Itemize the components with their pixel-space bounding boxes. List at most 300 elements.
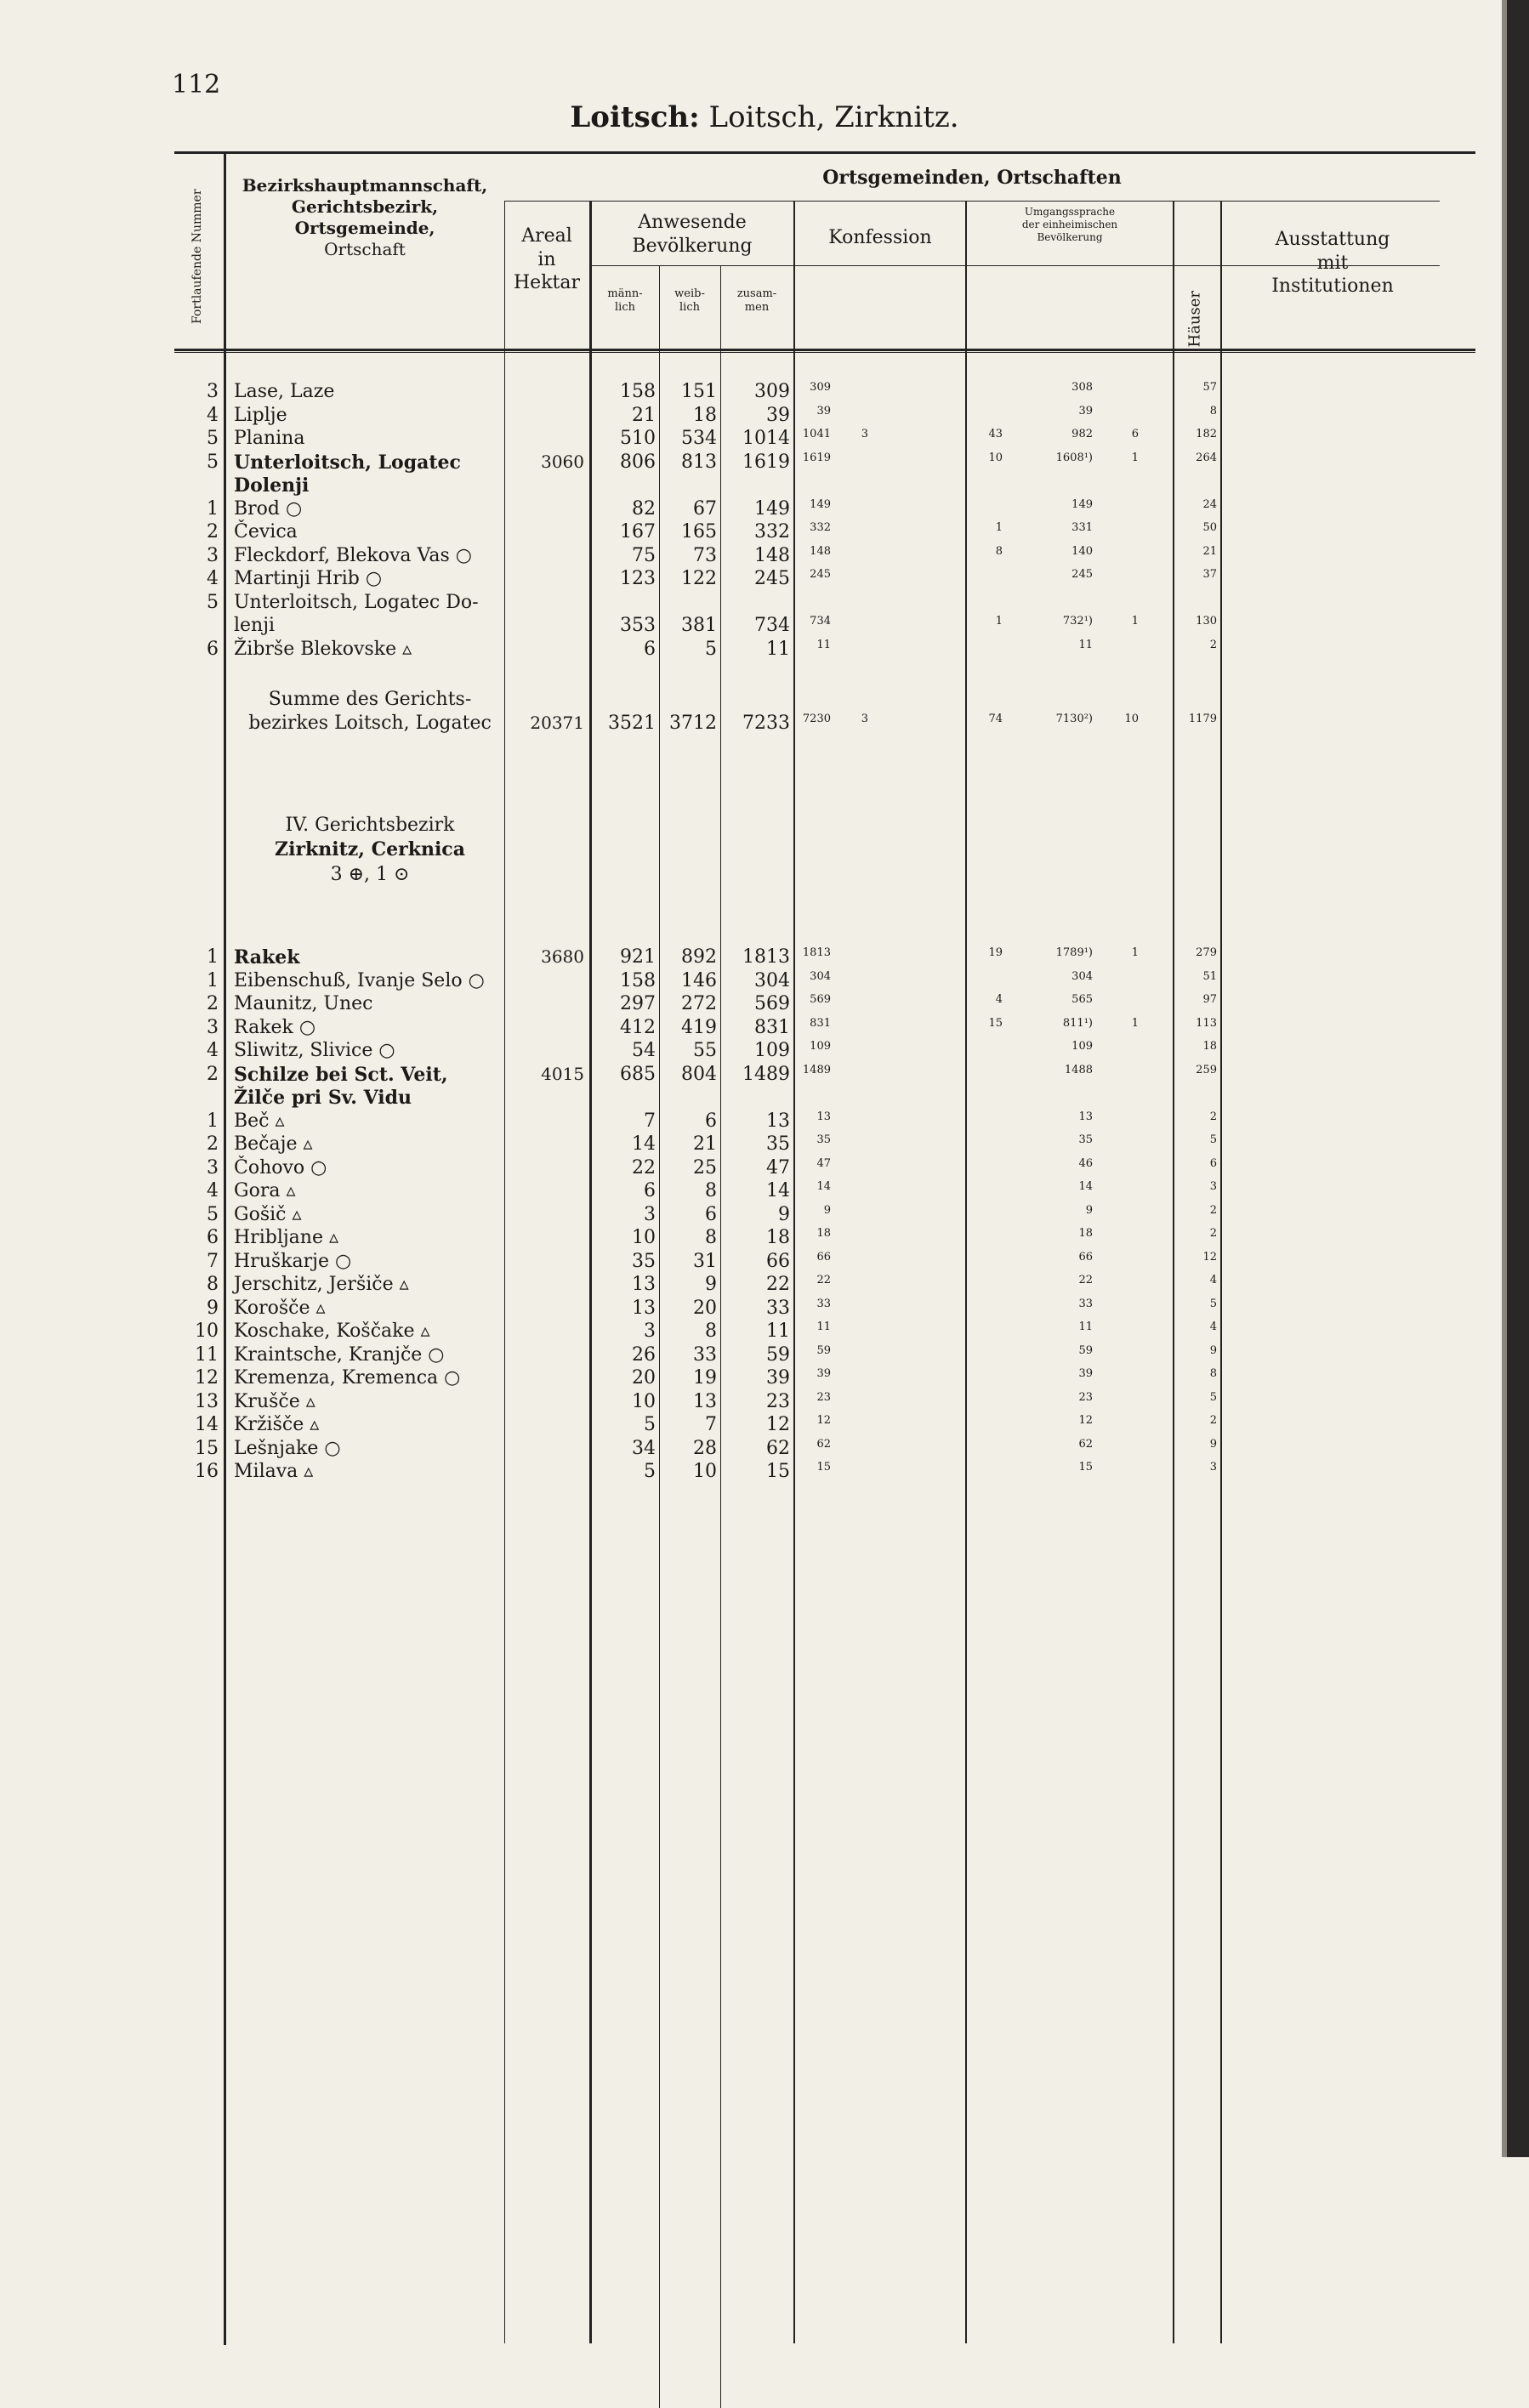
cell-name: Beč ▵ xyxy=(234,1110,285,1132)
cell-m: 412 xyxy=(620,1016,656,1038)
cell-kath: 569 xyxy=(810,993,831,1006)
cell-m: 35 xyxy=(632,1250,656,1272)
cell-slo: 732¹) xyxy=(1062,615,1093,628)
cell-kath: 11 xyxy=(816,638,831,651)
cell-slo: 565 xyxy=(1071,993,1093,1006)
cell-m: 34 xyxy=(632,1437,656,1459)
cell-name: Sliwitz, Slivice ○ xyxy=(234,1040,395,1061)
cell-slo: 1789¹) xyxy=(1055,946,1093,959)
cell-w: 33 xyxy=(693,1343,717,1366)
cell-nr: 7 xyxy=(207,1250,219,1272)
statistics-table xyxy=(174,151,1475,2364)
cell-w: 9 xyxy=(705,1274,717,1295)
cell-slo: 18 xyxy=(1078,1227,1093,1240)
cell-h: 264 xyxy=(1196,451,1217,464)
cell-nr: 3 xyxy=(207,1156,219,1178)
cell-slo: 140 xyxy=(1071,544,1093,558)
cell-t: 309 xyxy=(754,381,790,402)
pop-m-header xyxy=(591,287,659,315)
cell-w: 31 xyxy=(693,1250,717,1272)
col-name-h2: Gerichtsbezirk, xyxy=(291,196,439,217)
cell-h: 2 xyxy=(1209,638,1217,651)
cell-w: 8 xyxy=(705,1320,717,1342)
cell-kath: 13 xyxy=(816,1110,831,1123)
cell-h: 259 xyxy=(1196,1063,1217,1076)
cell-nr: 10 xyxy=(195,1320,219,1342)
col-name-h4: Ortschaft xyxy=(324,239,406,259)
cell-w: 18 xyxy=(693,404,717,426)
cell-slo: 331 xyxy=(1071,521,1093,534)
cell-name: Čohovo ○ xyxy=(234,1156,327,1178)
cell-ev: 3 xyxy=(861,713,868,725)
cell-nr: 1 xyxy=(207,946,219,968)
cell-name: Rakek ○ xyxy=(234,1016,316,1038)
page-edge-dark xyxy=(1507,0,1529,2157)
cell-kath: 33 xyxy=(816,1297,831,1310)
cell-de: 10 xyxy=(988,451,1003,464)
cell-m: 3 xyxy=(644,1203,656,1225)
cell-kath: 148 xyxy=(810,544,831,558)
cell-h: 9 xyxy=(1209,1437,1217,1451)
cell-and: 1 xyxy=(1131,1016,1139,1030)
col-name-header xyxy=(227,175,503,260)
cell-t: 18 xyxy=(766,1227,790,1248)
cell-m: 26 xyxy=(632,1343,656,1366)
cell-m: 10 xyxy=(632,1227,656,1248)
title-rest: Loitsch, Zirknitz. xyxy=(699,100,959,134)
cell-name: Korošče ▵ xyxy=(234,1297,326,1319)
cell-t: 15 xyxy=(766,1461,790,1482)
cell-nr: 5 xyxy=(207,1203,219,1225)
inst-h3: Institutionen xyxy=(1271,275,1394,297)
inst-header xyxy=(1222,228,1443,298)
cell-kath: 35 xyxy=(816,1133,831,1146)
cell-w: 892 xyxy=(681,946,717,968)
cell-m: 21 xyxy=(632,404,656,426)
cell-h: 50 xyxy=(1202,521,1217,534)
cell-w: 419 xyxy=(681,1016,717,1038)
pop-w-h2: lich xyxy=(679,301,700,315)
cell-nr: 3 xyxy=(207,544,219,566)
cell-slo: 66 xyxy=(1078,1250,1093,1264)
cell-nr: 14 xyxy=(195,1414,219,1435)
cell-t: 12 xyxy=(766,1414,790,1435)
group-pop-header xyxy=(591,211,793,258)
cell-m: 806 xyxy=(620,451,656,473)
cell-nr: 5 xyxy=(207,591,219,613)
cell-kath: 332 xyxy=(810,521,831,534)
pop-h1: Anwesende xyxy=(638,212,747,233)
cell-ev: 3 xyxy=(861,428,868,440)
pop-t-header xyxy=(720,287,793,315)
cell-de: 43 xyxy=(988,428,1003,440)
cell-de: 15 xyxy=(988,1016,1003,1030)
cell-t: 304 xyxy=(754,969,790,991)
cell-nr: 4 xyxy=(207,568,219,589)
cell-t: 7233 xyxy=(742,713,790,734)
cell-areal: 4015 xyxy=(541,1063,584,1084)
cell-t: 9 xyxy=(778,1203,790,1225)
cell-slo: 109 xyxy=(1071,1040,1093,1053)
cell-and: 1 xyxy=(1131,615,1139,628)
cell-kath: 18 xyxy=(816,1227,831,1240)
cell-t: 35 xyxy=(766,1133,790,1155)
cell-m: 82 xyxy=(632,497,656,520)
pop-w-h1: weib- xyxy=(674,287,705,300)
cell-m: 54 xyxy=(632,1040,656,1061)
cell-de: 1 xyxy=(995,521,1003,534)
cell-name: Lešnjake ○ xyxy=(234,1437,341,1459)
cell-slo: 39 xyxy=(1078,1367,1093,1380)
cell-t: 148 xyxy=(754,544,790,566)
cell-t: 62 xyxy=(766,1437,790,1459)
cell-slo: 12 xyxy=(1078,1414,1093,1427)
cell-m: 75 xyxy=(632,544,656,566)
cell-de: 4 xyxy=(995,993,1003,1006)
cell-nr: 6 xyxy=(207,638,219,660)
cell-w: 151 xyxy=(681,381,717,402)
col-nr-header: Fortlaufende Nummer xyxy=(190,189,204,324)
cell-name: Jerschitz, Jeršiče ▵ xyxy=(234,1274,409,1295)
cell-t: 1619 xyxy=(742,451,790,473)
cell-name: Krušče ▵ xyxy=(234,1390,315,1412)
cell-kath: 304 xyxy=(810,969,831,983)
cell-kath: 109 xyxy=(810,1040,831,1053)
group-lang-header xyxy=(967,206,1173,244)
cell-h: 8 xyxy=(1209,1367,1217,1380)
cell-name: Koschake, Koščake ▵ xyxy=(234,1320,430,1342)
cell-m: 7 xyxy=(644,1110,656,1132)
cell-m: 5 xyxy=(644,1461,656,1482)
cell-w: 7 xyxy=(705,1414,717,1435)
cell-w: 3712 xyxy=(669,713,717,734)
cell-nr: 1 xyxy=(207,969,219,991)
cell-h: 97 xyxy=(1202,993,1217,1006)
cell-slo: 11 xyxy=(1078,638,1093,651)
cell-w: 19 xyxy=(693,1367,717,1389)
areal-h1: Areal xyxy=(521,225,572,247)
cell-and: 6 xyxy=(1131,428,1139,440)
areal-h3: Hektar xyxy=(513,272,580,293)
cell-t: 734 xyxy=(754,615,790,636)
cell-h: 279 xyxy=(1196,946,1217,959)
cell-m: 353 xyxy=(620,615,656,636)
cell-name: Kržišče ▵ xyxy=(234,1414,320,1435)
group-top-header: Ortsgemeinden, Ortschaften xyxy=(822,167,1122,189)
cell-w: 6 xyxy=(705,1203,717,1225)
summary-label2: bezirkes Loitsch, Logatec xyxy=(248,713,492,734)
cell-w: 122 xyxy=(681,568,717,589)
cell-t: 39 xyxy=(766,404,790,426)
cell-slo: 149 xyxy=(1071,497,1093,511)
cell-w: 55 xyxy=(693,1040,717,1061)
lang-h1: Umgangssprache xyxy=(1024,206,1116,218)
cell-name: Bečaje ▵ xyxy=(234,1133,313,1155)
cell-name: Milava ▵ xyxy=(234,1461,314,1482)
cell-name: Martinji Hrib ○ xyxy=(234,568,383,589)
cell-nr: 11 xyxy=(195,1343,219,1366)
cell-t: 33 xyxy=(766,1297,790,1319)
cell-m: 158 xyxy=(620,969,656,991)
cell-slo: 35 xyxy=(1078,1133,1093,1146)
inst-h1: Ausstattung xyxy=(1275,229,1390,250)
cell-nr: 2 xyxy=(207,1063,219,1085)
cell-name: Liplje xyxy=(234,404,287,426)
cell-h: 2 xyxy=(1209,1110,1217,1123)
cell-slo: 1488 xyxy=(1064,1063,1093,1076)
cell-m: 3 xyxy=(644,1320,656,1342)
cell-de: 19 xyxy=(988,946,1003,959)
cell-w: 28 xyxy=(693,1437,717,1459)
col-name-h3: Ortsgemeinde, xyxy=(294,218,435,238)
cell-m: 13 xyxy=(632,1297,656,1319)
cell-m: 685 xyxy=(620,1063,656,1085)
cell-nr: 1 xyxy=(207,497,219,520)
cell-and: 1 xyxy=(1131,946,1139,959)
col-areal-header xyxy=(504,224,589,295)
cell-t: 11 xyxy=(766,1320,790,1342)
cell-kath: 66 xyxy=(816,1250,831,1264)
cell-kath: 1619 xyxy=(802,451,831,464)
cell-h: 24 xyxy=(1202,497,1217,511)
cell-m: 6 xyxy=(644,638,656,660)
cell-slo: 33 xyxy=(1078,1297,1093,1310)
cell-name: Unterloitsch, Logatec xyxy=(234,451,461,474)
cell-t: 23 xyxy=(766,1390,790,1412)
cell-nr: 16 xyxy=(195,1461,219,1482)
cell-slo: 7130²) xyxy=(1055,713,1093,725)
cell-slo: 23 xyxy=(1078,1390,1093,1404)
cell-name: Schilze bei Sct. Veit, xyxy=(234,1063,448,1086)
cell-name: Brod ○ xyxy=(234,497,303,520)
cell-t: 14 xyxy=(766,1180,790,1201)
cell-m: 5 xyxy=(644,1414,656,1435)
cell-t: 11 xyxy=(766,638,790,660)
cell-kath: 14 xyxy=(816,1180,831,1193)
cell-nr: 15 xyxy=(195,1437,219,1459)
cell-slo: 11 xyxy=(1078,1320,1093,1333)
cell-kath: 831 xyxy=(810,1016,831,1030)
cell-kath: 39 xyxy=(816,1367,831,1380)
cell-nr: 5 xyxy=(207,428,219,449)
cell-t: 1489 xyxy=(742,1063,790,1085)
cell-w: 25 xyxy=(693,1156,717,1178)
cell-m: 510 xyxy=(620,428,656,449)
cell-slo: 59 xyxy=(1078,1343,1093,1357)
cell-w: 10 xyxy=(693,1461,717,1482)
cell-t: 569 xyxy=(754,993,790,1014)
cell-t: 66 xyxy=(766,1250,790,1272)
cell-m: 14 xyxy=(632,1133,656,1155)
cell-name: Fleckdorf, Blekova Vas ○ xyxy=(234,544,472,566)
cell-areal: 3060 xyxy=(541,451,584,472)
cell-h: 5 xyxy=(1209,1297,1217,1310)
cell-nr: 13 xyxy=(195,1390,219,1412)
cell-w: 165 xyxy=(681,521,717,542)
cell-w: 67 xyxy=(693,497,717,520)
cell-nr: 3 xyxy=(207,381,219,402)
cell-w: 8 xyxy=(705,1227,717,1248)
cell-nr: 8 xyxy=(207,1274,219,1295)
cell-t: 109 xyxy=(754,1040,790,1061)
cell-slo: 982 xyxy=(1071,428,1093,440)
cell-name: Planina xyxy=(234,428,305,449)
cell-slo: 304 xyxy=(1071,969,1093,983)
cell-w: 146 xyxy=(681,969,717,991)
cell-kath: 15 xyxy=(816,1461,831,1474)
cell-w: 20 xyxy=(693,1297,717,1319)
cell-nr: 4 xyxy=(207,1180,219,1201)
cell-and: 10 xyxy=(1124,713,1139,725)
cell-nr: 2 xyxy=(207,993,219,1014)
cell-kath: 12 xyxy=(816,1414,831,1427)
cell-m: 6 xyxy=(644,1180,656,1201)
cell-m: 297 xyxy=(620,993,656,1014)
cell-slo: 15 xyxy=(1078,1461,1093,1474)
cell-h: 6 xyxy=(1209,1156,1217,1170)
cell-slo: 308 xyxy=(1071,381,1093,394)
cell-t: 59 xyxy=(766,1343,790,1366)
cell-de: 1 xyxy=(995,615,1003,628)
cell-slo: 1608¹) xyxy=(1055,451,1093,464)
district-title2: Zirknitz, Cerknica xyxy=(275,838,465,860)
inst-h2: mit xyxy=(1316,252,1349,274)
cell-name: Eibenschuß, Ivanje Selo ○ xyxy=(234,969,485,991)
cell-name: Žilče pri Sv. Vidu xyxy=(234,1087,412,1109)
cell-slo: 245 xyxy=(1071,568,1093,581)
cell-h: 51 xyxy=(1202,969,1217,983)
cell-w: 8 xyxy=(705,1180,717,1201)
cell-kath: 149 xyxy=(810,497,831,511)
houses-header: Häuser xyxy=(1185,290,1204,348)
cell-m: 123 xyxy=(620,568,656,589)
cell-w: 381 xyxy=(681,615,717,636)
cell-name: Gora ▵ xyxy=(234,1180,296,1201)
cell-h: 1179 xyxy=(1188,713,1217,725)
cell-w: 73 xyxy=(693,544,717,566)
pop-h2: Bevölkerung xyxy=(632,235,753,257)
pop-t-h2: men xyxy=(744,301,770,315)
cell-h: 3 xyxy=(1209,1180,1217,1193)
cell-slo: 46 xyxy=(1078,1156,1093,1170)
pop-t-h1: zusam- xyxy=(736,287,777,300)
cell-nr: 9 xyxy=(207,1297,219,1319)
cell-name: Rakek xyxy=(234,946,300,968)
cell-w: 534 xyxy=(681,428,717,449)
cell-w: 813 xyxy=(681,451,717,473)
cell-kath: 62 xyxy=(816,1437,831,1451)
cell-t: 47 xyxy=(766,1156,790,1178)
cell-name: Maunitz, Unec xyxy=(234,993,373,1014)
district-title1: IV. Gerichtsbezirk xyxy=(285,815,455,836)
cell-kath: 59 xyxy=(816,1343,831,1357)
cell-m: 158 xyxy=(620,381,656,402)
cell-t: 39 xyxy=(766,1367,790,1389)
cell-h: 18 xyxy=(1202,1040,1217,1053)
cell-kath: 7230 xyxy=(802,713,831,725)
cell-nr: 4 xyxy=(207,1040,219,1061)
cell-nr: 1 xyxy=(207,1110,219,1132)
cell-t: 332 xyxy=(754,521,790,542)
cell-t: 831 xyxy=(754,1016,790,1038)
cell-h: 130 xyxy=(1196,615,1217,628)
cell-h: 12 xyxy=(1202,1250,1217,1264)
cell-w: 804 xyxy=(681,1063,717,1085)
cell-m: 22 xyxy=(632,1156,656,1178)
cell-h: 182 xyxy=(1196,428,1217,440)
lang-h3: Bevölkerung xyxy=(1037,231,1103,243)
cell-m: 3521 xyxy=(608,713,656,734)
pop-m-h1: männ- xyxy=(607,287,643,300)
cell-kath: 734 xyxy=(810,615,831,628)
cell-h: 9 xyxy=(1209,1343,1217,1357)
areal-h2: in xyxy=(537,248,556,270)
cell-kath: 1489 xyxy=(802,1063,831,1076)
cell-name: Dolenji xyxy=(234,474,310,497)
cell-name: Lase, Laze xyxy=(234,381,335,402)
cell-name: lenji xyxy=(234,615,276,636)
cell-w: 13 xyxy=(693,1390,717,1412)
page-number: 112 xyxy=(172,70,221,99)
cell-h: 57 xyxy=(1202,381,1217,394)
cell-h: 2 xyxy=(1209,1227,1217,1240)
cell-t: 245 xyxy=(754,568,790,589)
cell-slo: 22 xyxy=(1078,1274,1093,1286)
cell-kath: 309 xyxy=(810,381,831,394)
cell-name: Gošič ▵ xyxy=(234,1203,302,1225)
cell-kath: 1813 xyxy=(802,946,831,959)
cell-h: 2 xyxy=(1209,1203,1217,1217)
cell-t: 149 xyxy=(754,497,790,520)
district-title3: 3 ⊕, 1 ⊙ xyxy=(330,864,410,885)
cell-t: 1813 xyxy=(742,946,790,968)
cell-areal: 3680 xyxy=(541,946,584,967)
cell-h: 2 xyxy=(1209,1414,1217,1427)
cell-h: 5 xyxy=(1209,1390,1217,1404)
cell-t: 1014 xyxy=(742,428,790,449)
cell-h: 5 xyxy=(1209,1133,1217,1146)
cell-slo: 14 xyxy=(1078,1180,1093,1193)
cell-nr: 2 xyxy=(207,1133,219,1155)
cell-m: 13 xyxy=(632,1274,656,1295)
cell-kath: 11 xyxy=(816,1320,831,1333)
running-head xyxy=(0,100,1529,134)
cell-de: 74 xyxy=(988,713,1003,725)
cell-nr: 2 xyxy=(207,521,219,542)
cell-m: 10 xyxy=(632,1390,656,1412)
cell-name: Hribljane ▵ xyxy=(234,1227,339,1248)
cell-name: Hruškarje ○ xyxy=(234,1250,352,1272)
cell-name: Kraintsche, Kranjče ○ xyxy=(234,1343,445,1366)
pop-w-header xyxy=(659,287,720,315)
cell-h: 4 xyxy=(1209,1320,1217,1333)
pop-m-h2: lich xyxy=(615,301,635,315)
cell-name: Žibrše Blekovske ▵ xyxy=(234,638,412,660)
cell-slo: 39 xyxy=(1078,404,1093,417)
cell-nr: 6 xyxy=(207,1227,219,1248)
cell-w: 21 xyxy=(693,1133,717,1155)
cell-kath: 23 xyxy=(816,1390,831,1404)
cell-slo: 9 xyxy=(1085,1203,1093,1217)
cell-kath: 9 xyxy=(823,1203,831,1217)
cell-m: 167 xyxy=(620,521,656,542)
cell-m: 921 xyxy=(620,946,656,968)
cell-name: Unterloitsch, Logatec Do- xyxy=(234,591,479,613)
cell-h: 3 xyxy=(1209,1461,1217,1474)
col-name-h1: Bezirkshauptmannschaft, xyxy=(242,175,488,196)
cell-w: 272 xyxy=(681,993,717,1014)
cell-nr: 4 xyxy=(207,404,219,426)
